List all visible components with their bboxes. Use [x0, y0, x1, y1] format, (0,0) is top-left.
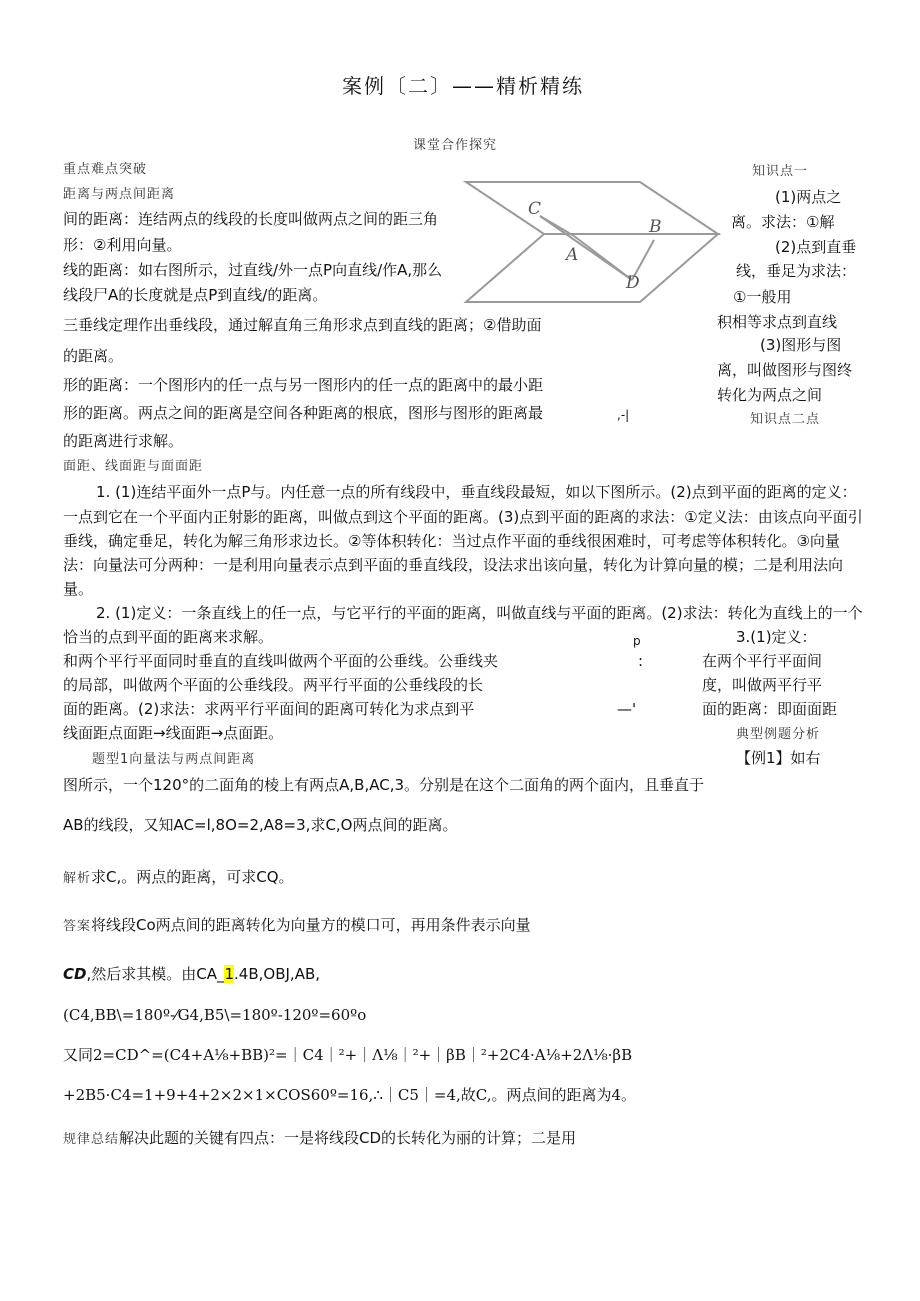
- sec3-right-line: 3.(1)定义：: [736, 628, 817, 646]
- dihedral-figure: [462, 176, 724, 308]
- heading-plane-distances: 面距、线面距与面面距: [63, 459, 204, 474]
- para2-line: 恰当的点到平面的距离来求解。: [63, 628, 274, 646]
- stray-mark: ,-|: [617, 408, 630, 422]
- analysis-line: [63, 867, 294, 889]
- highlighted-text: 1: [224, 965, 235, 983]
- para2-line: 2. (1)定义：一条直线上的任一点，与它平行的平面的距离，叫做直线与平面的距离。(2)求法：转化为直线上的一个: [96, 604, 863, 622]
- heading-two-point-distance: 距离与两点间距离: [63, 187, 176, 202]
- heading-type-1: 题型1向量法与两点间距离: [92, 752, 256, 767]
- summary-line: [63, 1128, 576, 1150]
- stray-mark: p: [633, 634, 641, 648]
- segment-cd: [540, 216, 632, 280]
- right-text-line: 积相等求点到直线: [717, 313, 838, 331]
- text-line: 形：②利用向量。: [63, 236, 182, 254]
- summary-label: 规律总结: [63, 1132, 120, 1147]
- sec3-left-line: 的局部，叫做两个平面的公垂线段。两平行平面的公垂线段的长: [63, 676, 484, 694]
- answer-label: 答案: [63, 919, 92, 934]
- point-label-b: B: [649, 217, 662, 237]
- para1-line: 量。: [63, 580, 94, 598]
- stray-mark: :: [638, 652, 644, 670]
- answer-text: 将线段Co两点间的距离转化为向量方的模口可，再用条件表示向量: [91, 916, 531, 934]
- heading-typical-examples: 典型例题分析: [736, 727, 821, 742]
- point-label-a: A: [566, 245, 579, 265]
- summary-text: 解决此题的关键有四点：一是将线段CD的长转化为丽的计算；二是用: [119, 1129, 577, 1147]
- text-line: 线的距离：如右图所示，过直线/外一点P向直线/作A,那么: [63, 261, 443, 279]
- page-title: 案例〔二〕——精析精练: [342, 74, 584, 98]
- equation-line: +2B5·C4=1+9+4+2×2×1×COS60º=16,∴｜C5｜=4,故C,。两点间的距离为4。: [63, 1086, 637, 1104]
- text-line: 的距离。: [63, 347, 124, 365]
- para1-line: 法：向量法可分两种：一是利用向量表示点到平面的垂直线段，设法求出该向量，转化为计算向量的模；二是利用法向: [63, 556, 844, 574]
- right-text-line: ①一般用: [733, 288, 792, 306]
- point-label-d: D: [626, 273, 640, 293]
- para1-line: 垂线，确定垂足，转化为解三角形求边长。②等体积转化：当过点作平面的垂线很困难时，可考虑等体积转化。③向量: [63, 532, 840, 550]
- para1-line: 1. (1)连结平面外一点P与。内任意一点的所有线段中，垂直线段最短，如以下图所示。(2)点到平面的距离的定义：: [96, 483, 857, 501]
- analysis-text: 求C,。两点的距离，可求CQ。: [91, 868, 294, 886]
- text-line: 三垂线定理作出垂线段，通过解直角三角形求点到直线的距离；②借助面: [63, 316, 542, 334]
- right-text-line: (2)点到直垂: [775, 238, 857, 256]
- text-line: 形的距离。两点之间的距离是空间各种距离的根底，图形与图形的距离最: [63, 404, 544, 422]
- problem-line: AB的线段，又知AC=l,8O=2,A8=3,求C,O两点间的距离。: [63, 816, 458, 834]
- text-line: 间的距离：连结两点的线段的长度叫做两点之间的距三角: [63, 210, 439, 228]
- cd-before: ,然后求其模。由CA_: [86, 965, 225, 983]
- equation-line: 又同2=CD^=(C4+A⅛+BB)²=｜C4｜²+｜Λ⅛｜²+｜βB｜²+2C4·A⅛+2Λ⅛·βB: [63, 1046, 633, 1064]
- cd-after: .4B,OBJ,AB,: [234, 965, 321, 983]
- example-tag: 【例1】如右: [736, 749, 821, 767]
- sec3-left-line: 和两个平行平面同时垂直的直线叫做两个平面的公垂线。公垂线夹: [63, 652, 499, 670]
- sec3-left-line: 面的距离。(2)求法：求两平行平面间的距离可转化为求点到平: [63, 700, 475, 718]
- text-line: 形的距离：一个图形内的任一点与另一图形内的任一点的距离中的最小距: [63, 376, 544, 394]
- cd-line: [63, 964, 320, 984]
- heading-key-points: 重点难点突破: [63, 162, 148, 177]
- right-text-line: (3)图形与图: [760, 336, 842, 354]
- heading-knowledge-point-1: 知识点一: [752, 164, 809, 179]
- right-text-line: 离。求法：①解: [731, 213, 835, 231]
- upper-plane: [466, 182, 718, 234]
- stray-mark: —': [617, 700, 637, 718]
- text-line: 线段尸A的长度就是点P到直线/的距离。: [63, 286, 328, 304]
- answer-line: [63, 915, 531, 937]
- sec3-right-line: 度，叫做两平行平: [702, 676, 823, 694]
- sec3-right-line: 在两个平行平面间: [702, 652, 823, 670]
- section-subtitle: 课堂合作探究: [413, 138, 498, 153]
- right-text-line: 离，叫做图形与图终: [717, 361, 853, 379]
- right-text-line: 线，垂足为求法：: [736, 262, 857, 280]
- cd-vector: CD: [63, 965, 87, 983]
- right-text-line: 转化为两点之间: [717, 386, 823, 404]
- sec3-left-line: 线面距点面距→线面距→点面距。: [63, 724, 284, 742]
- lower-plane: [466, 234, 718, 302]
- heading-knowledge-point-2: 知识点二点: [750, 412, 821, 427]
- equation-line: (C4,BB\=180º-⁄G4,B5\=180º-120º=60ºo: [63, 1006, 367, 1024]
- text-line: 的距离进行求解。: [63, 432, 184, 450]
- sec3-right-line: 面的距离：即面面距: [702, 700, 838, 718]
- problem-line: 图所示，一个120°的二面角的棱上有两点A,B,AC,3。分别是在这个二面角的两个面内，且垂直于: [63, 776, 705, 794]
- para1-line: 一点到它在一个平面内正射影的距离，叫做点到这个平面的距离。(3)点到平面的距离的求法：①定义法：由该点向平面引: [63, 508, 863, 526]
- analysis-label: 解析: [63, 871, 92, 886]
- right-text-line: (1)两点之: [775, 188, 842, 206]
- point-label-c: C: [528, 199, 542, 219]
